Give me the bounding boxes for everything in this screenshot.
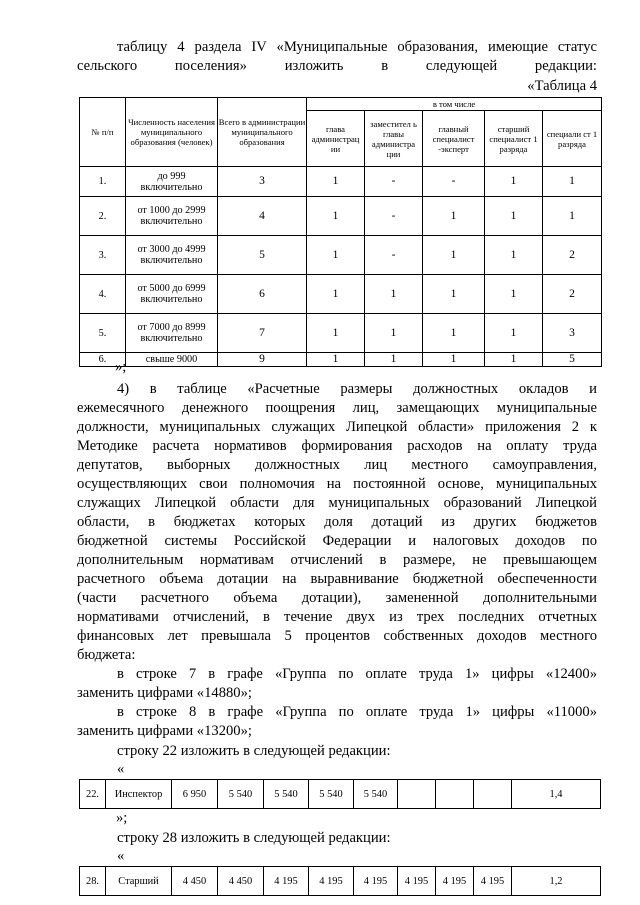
row22-open-quote: « — [117, 761, 125, 777]
cell-value: - — [365, 236, 423, 275]
table-close-quote: »; — [115, 359, 127, 375]
para-line: Методике расчета нормативов формирования расходов на оплату труда — [77, 438, 597, 454]
cell-value: 1 — [485, 197, 543, 236]
cell-population: от 5000 до 6999 включительно — [126, 275, 218, 314]
table-row — [80, 167, 602, 197]
row8-instruction: заменить цифрами «13200»; — [77, 723, 252, 739]
row28-intro: строку 28 изложить в следующей редакции: — [117, 830, 391, 846]
table-row — [80, 867, 601, 896]
cell: 5 540 — [218, 780, 264, 809]
cell-population: от 1000 до 2999 включительно — [126, 197, 218, 236]
intro-line-1: таблицу 4 раздела IV «Муниципальные образования, имеющие статус — [117, 39, 597, 55]
cell-total: 7 — [218, 314, 307, 353]
cell — [474, 780, 512, 809]
staff-table — [79, 97, 602, 367]
row28-open-quote: « — [117, 848, 125, 864]
cell-value: 1 — [307, 275, 365, 314]
header-population: Численность населения муниципального образования (человек) — [126, 98, 218, 167]
para-line: служащих Липецкой области для муниципальных образований Липецкой — [77, 495, 597, 511]
cell-population: до 999 включительно — [126, 167, 218, 197]
cell-population: от 3000 до 4999 включительно — [126, 236, 218, 275]
cell-num: 1. — [80, 167, 126, 197]
cell-total: 9 — [218, 353, 307, 367]
cell-value: 3 — [543, 314, 602, 353]
row-22-table — [79, 779, 601, 809]
cell: 4 195 — [436, 867, 474, 896]
header-sub: главный специалист -эксперт — [423, 111, 485, 167]
para-line: депутатов, выборных должностных лиц местного самоуправления, — [77, 457, 597, 473]
header-including: в том числе — [307, 98, 602, 111]
cell-value: 1 — [543, 197, 602, 236]
cell-value: 1 — [423, 236, 485, 275]
cell: 1,4 — [512, 780, 601, 809]
cell-value: 1 — [307, 167, 365, 197]
para-line: должности, муниципальных служащих Липецкой области» приложения 2 к — [77, 419, 597, 435]
cell: 5 540 — [354, 780, 398, 809]
row22-intro: строку 22 изложить в следующей редакции: — [117, 743, 391, 759]
cell: 4 450 — [218, 867, 264, 896]
para-line: (части расчетного объема дотации), замененной дополнительными — [77, 590, 597, 606]
para-line: области, в бюджетах которых доля дотаций из других бюджетов — [77, 514, 597, 530]
cell-value: 2 — [543, 275, 602, 314]
cell-value: 1 — [485, 167, 543, 197]
cell — [436, 780, 474, 809]
cell: 5 540 — [264, 780, 309, 809]
para-line: финансовых лет превышала 5 процентов собственных доходов местного — [77, 628, 597, 644]
cell: 6 950 — [172, 780, 218, 809]
header-total: Всего в администрации муниципального образования — [218, 98, 307, 167]
para-line: 4) в таблице «Расчетные размеры должностных окладов и — [117, 381, 597, 397]
cell: 5 540 — [309, 780, 354, 809]
para-line: осуществляющих свои полномочия на постоянной основе, муниципальных — [77, 476, 597, 492]
cell-value: 1 — [365, 314, 423, 353]
header-sub: специали ст 1 разряда — [543, 111, 602, 167]
row22-close-quote: »; — [116, 810, 128, 826]
cell-total: 3 — [218, 167, 307, 197]
cell-value: 1 — [543, 167, 602, 197]
cell-value: - — [365, 167, 423, 197]
cell-num: 4. — [80, 275, 126, 314]
para-line: ежемесячного денежного поощрения лиц, замещающих муниципальные — [77, 400, 597, 416]
cell-value: 1 — [423, 314, 485, 353]
cell-value: 1 — [485, 275, 543, 314]
cell-value: 2 — [543, 236, 602, 275]
table-row — [80, 275, 602, 314]
para-line: дополнительным нормативам отчислений в размере, не превышающем — [77, 552, 597, 568]
table-row — [80, 780, 601, 809]
row8-instruction: в строке 8 в графе «Группа по оплате труда 1» цифры «11000» — [117, 704, 597, 720]
cell: 4 195 — [398, 867, 436, 896]
table-row — [80, 314, 602, 353]
cell-population: свыше 9000 — [126, 353, 218, 367]
cell-value: 1 — [307, 197, 365, 236]
cell: 28. — [80, 867, 106, 896]
cell: 4 195 — [474, 867, 512, 896]
cell-value: - — [365, 197, 423, 236]
row-28-table — [79, 866, 601, 896]
header-sub: глава администрац ии — [307, 111, 365, 167]
table-caption: «Таблица 4 — [527, 78, 597, 94]
cell-value: 1 — [423, 275, 485, 314]
para-line: расчетного объема дотации на выравнивание бюджетной обеспеченности — [77, 571, 597, 587]
cell-value: 1 — [365, 275, 423, 314]
cell-value: 1 — [485, 353, 543, 367]
cell-total: 4 — [218, 197, 307, 236]
cell: 4 450 — [172, 867, 218, 896]
cell-value: 1 — [423, 197, 485, 236]
cell-value: 1 — [307, 236, 365, 275]
cell-value: 1 — [365, 353, 423, 367]
cell-num: 3. — [80, 236, 126, 275]
cell: 4 195 — [309, 867, 354, 896]
cell: 1,2 — [512, 867, 601, 896]
header-sub: заместител ь главы администра ции — [365, 111, 423, 167]
cell-population: от 7000 до 8999 включительно — [126, 314, 218, 353]
cell: Инспектор — [106, 780, 172, 809]
cell-num: 2. — [80, 197, 126, 236]
cell-num: 5. — [80, 314, 126, 353]
cell-value: 1 — [307, 314, 365, 353]
cell-value: 1 — [423, 353, 485, 367]
cell: 4 195 — [354, 867, 398, 896]
intro-line-2: сельского поселения» изложить в следующей редакции: — [77, 58, 597, 74]
para-line: нормативами отчислений, в течение двух из трех последних отчетных — [77, 609, 597, 625]
cell-total: 6 — [218, 275, 307, 314]
cell — [398, 780, 436, 809]
cell-value: 1 — [307, 353, 365, 367]
cell-value: 1 — [485, 236, 543, 275]
header-num: № п/п — [80, 98, 126, 167]
cell: 22. — [80, 780, 106, 809]
para-line: бюджета: — [77, 647, 136, 663]
row7-instruction: в строке 7 в графе «Группа по оплате труда 1» цифры «12400» — [117, 666, 597, 682]
para-line: бюджетной системы Российской Федерации и налоговых доходов по — [77, 533, 597, 549]
table-row — [80, 236, 602, 275]
cell: Старший — [106, 867, 172, 896]
cell-value: - — [423, 167, 485, 197]
cell-num: 6. — [80, 353, 126, 367]
cell-value: 1 — [485, 314, 543, 353]
cell: 4 195 — [264, 867, 309, 896]
cell-value: 5 — [543, 353, 602, 367]
header-sub: старший специалист 1 разряда — [485, 111, 543, 167]
cell-total: 5 — [218, 236, 307, 275]
row7-instruction: заменить цифрами «14880»; — [77, 685, 252, 701]
table-row — [80, 197, 602, 236]
